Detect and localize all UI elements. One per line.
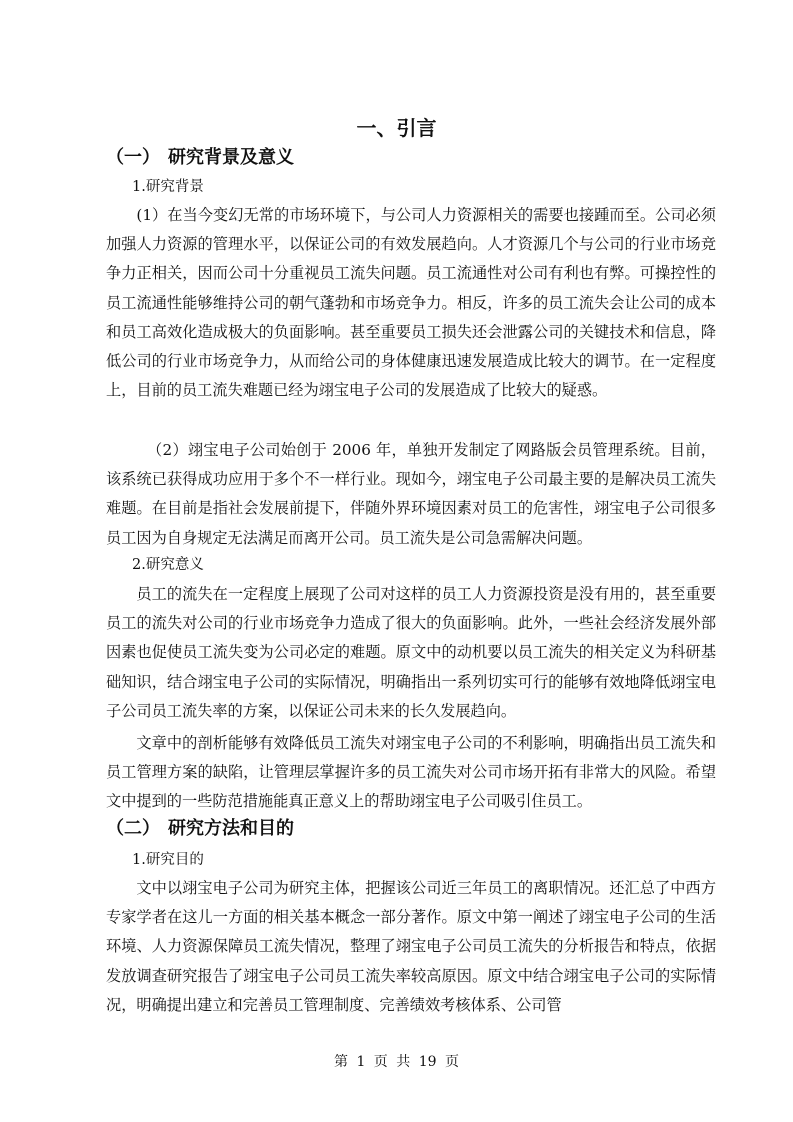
paragraph-background-2: （2）翊宝电子公司始创于 2006 年，单独开发制定了网路版会员管理系统。目前，该系统已获得成功应用于多个不一样行业。现如今，翊宝电子公司最主要的是解决员工流失难题。在目前是指社会发展前提下，伴随外界环境因素对员工的危害性，翊宝电子公司很多员工因为自身规定无法满足而离开公司。员工流失是公司急需解决问题。 xyxy=(106,441,716,547)
subheading-research-background: 1.研究背景 xyxy=(132,179,204,195)
section-number-1: （一） xyxy=(106,147,160,168)
paragraph-background-1: (1）在当今变幻无常的市场环境下，与公司人力资源相关的需要也接踵而至。公司必须加强人力资源的管理水平，以保证公司的有效发展趋向。人才资源几个与公司的行业市场竞争力正相关，因而公司十分重视员工流失问题。员工流通性对公司有利也有弊。可操控性的员工流通性能够维持公司的朝气蓬勃和市场竞争力。相反，许多的员工流失会让公司的成本和员工高效化造成极大的负面影响。甚至重要员工损失还会泄露公司的关键技术和信息，降低公司的行业市场竞争力，从而给公司的身体健康迅速发展造成比较大的调节。在一定程度上，目前的员工流失难题已经为翊宝电子公司的发展造成了比较大的疑惑。 xyxy=(106,206,716,400)
paragraph-significance-2: 文章中的剖析能够有效降低员工流失对翊宝电子公司的不利影响，明确指出员工流失和员工管理方案的缺陷，让管理层掌握许多的员工流失对公司市场开拓有非常大的风险。希望文中提到的一些防范措施能真正意义上的帮助翊宝电子公司吸引住员工。 xyxy=(106,734,716,811)
paragraph-purpose-1: 文中以翊宝电子公司为研究主体，把握该公司近三年员工的离职情况。还汇总了中西方专家学者在这儿一方面的相关基本概念一部分著作。原文中第一阐述了翊宝电子公司的生活环境、人力资源保障员工流失情况，整理了翊宝电子公司员工流失的分析报告和特点，依据发放调查研究报告了翊宝电子公司员工流失率较高原因。原文中结合翊宝电子公司的实际情况，明确提出建立和完善员工管理制度、完善绩效考核体系、公司管 xyxy=(106,879,716,1014)
section-title-2: 研究方法和目的 xyxy=(168,818,294,839)
section-heading-2 xyxy=(106,816,294,842)
paragraph-significance-1: 员工的流失在一定程度上展现了公司对这样的员工人力资源投资是没有用的，甚至重要员工的流失对公司的行业市场竞争力造成了很大的负面影响。此外，一些社会经济发展外部因素也促使员工流失变为公司必定的难题。原文中的动机要以员工流失的相关定义为科研基础知识，结合翊宝电子公司的实际情况，明确指出一系列切实可行的能够有效地降低翊宝电子公司员工流失率的方案，以保证公司未来的长久发展趋向。 xyxy=(106,585,716,720)
section-number-2: （二） xyxy=(106,818,160,839)
subheading-research-purpose: 1.研究目的 xyxy=(132,852,204,868)
section-heading-1 xyxy=(106,145,294,171)
chapter-title: 一、引言 xyxy=(356,116,437,140)
page-footer: 第 1 页 共 19 页 xyxy=(334,1054,459,1070)
subheading-research-significance: 2.研究意义 xyxy=(132,557,204,573)
section-title-1: 研究背景及意义 xyxy=(168,147,294,168)
